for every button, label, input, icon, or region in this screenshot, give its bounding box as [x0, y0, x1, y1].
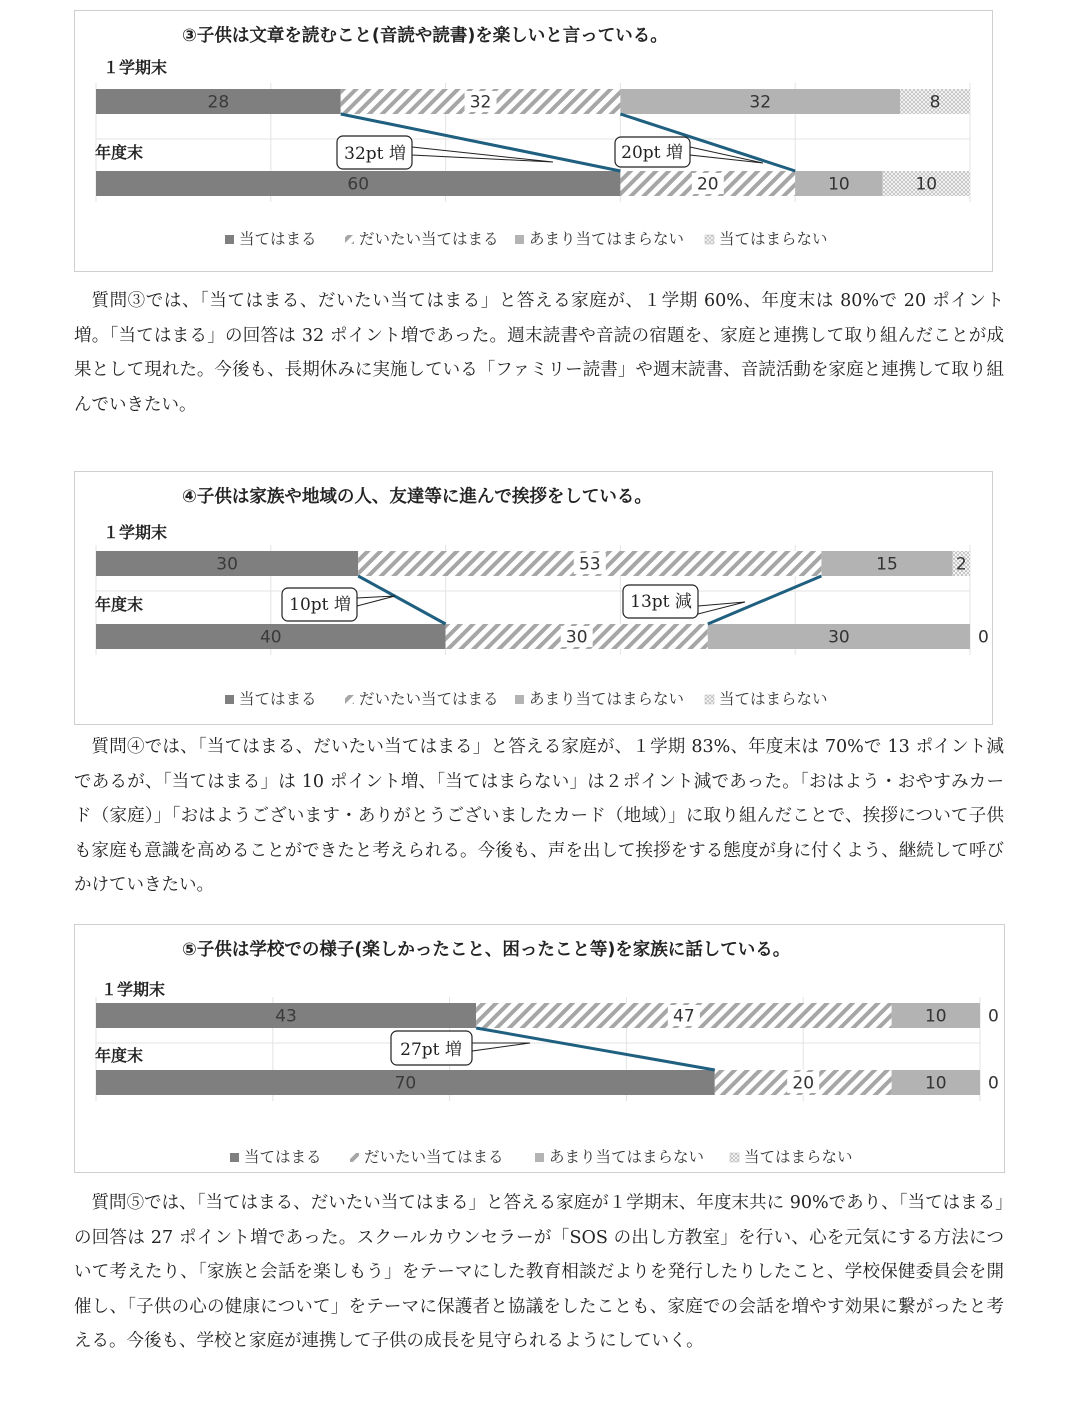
data-label: 20	[696, 174, 719, 195]
data-label: 10	[924, 1073, 947, 1094]
data-label: 10	[915, 174, 938, 195]
data-label: 40	[259, 627, 282, 648]
chart-q3	[74, 10, 993, 272]
callout	[391, 1031, 530, 1065]
data-label: 2	[955, 554, 967, 575]
legend-label: 当てはまらない	[719, 690, 828, 708]
legend-swatch	[535, 1153, 544, 1162]
callout-text: 13pt 減	[630, 592, 692, 612]
data-label: 32	[749, 92, 772, 113]
paragraph-q4	[74, 730, 1004, 903]
legend-label: 当てはまらない	[719, 230, 828, 248]
chart-q4-svg	[75, 472, 992, 724]
data-label: 32	[469, 92, 492, 113]
legend-label: あまり当てはまらない	[549, 1148, 705, 1166]
data-label: 0	[978, 627, 989, 648]
data-label: 60	[347, 174, 370, 195]
category-label: 年度末	[95, 595, 144, 614]
chart-q5	[74, 924, 1005, 1173]
paragraph-q4-text: 質問④では、「当てはまる、だいたい当てはまる」と答える家庭が、１学期 83%、年度末は 70%で 13 ポイント減であるが、「当てはまる」は 10 ポイント増、「当てはまらない」は２ポイント減であった。「おはよう・おやすみカード（家庭）」「おはようございます・ありがとうございましたカード（地域）」に取り組んだことで、挨拶について子供も家庭も意識を高めることができたと考えられる。今後も、声を出して挨拶をする態度が身に付くよう、継続して呼びかけていきたい。	[74, 737, 1004, 895]
callout-text: 27pt 増	[400, 1040, 462, 1060]
legend-label: だいたい当てはまる	[359, 690, 499, 708]
paragraph-q5-text: 質問⑤では、「当てはまる、だいたい当てはまる」と答える家庭が１学期末、年度末共に 90%であり、「当てはまる」の回答は 27 ポイント増であった。スクールカウンセラーが「SOS の出し方教室」を行い、心を元気にする方法について考えたり、「家族と会話を楽しもう」をテーマにした教育相談だよりを発行したりしたこと、学校保健委員会を開催し、「子供の心の健康について」をテーマに保護者と協議をしたことも、家庭での会話を増やす効果に繋がったと考える。今後も、学校と家庭が連携して子供の成長を見守られるようにしていく。	[74, 1193, 1004, 1351]
chart-q5-svg	[75, 925, 1004, 1172]
data-label: 28	[207, 92, 230, 113]
callout	[282, 588, 395, 621]
legend-swatch	[515, 235, 524, 244]
category-label: 年度末	[95, 143, 144, 162]
data-label: 10	[828, 174, 850, 195]
legend-label: 当てはまる	[244, 1148, 322, 1166]
data-label: 30	[216, 554, 238, 575]
data-label: 10	[924, 1006, 947, 1027]
category-label: 年度末	[95, 1046, 144, 1065]
legend-swatch	[345, 235, 354, 244]
callout-tail	[472, 1043, 530, 1051]
paragraph-q5	[74, 1186, 1004, 1359]
chart-title: ④子供は家族や地域の人、友達等に進んで挨拶をしている。	[182, 487, 652, 507]
data-label: 30	[565, 627, 588, 648]
chart-title: ③子供は文章を読むこと(音読や読書)を楽しいと言っている。	[182, 26, 668, 46]
chart-q4	[74, 471, 993, 725]
legend-swatch	[515, 695, 524, 704]
data-label: 0	[988, 1006, 999, 1027]
legend-swatch	[705, 695, 714, 704]
callout-text: 32pt 増	[344, 144, 406, 164]
legend-swatch	[705, 235, 714, 244]
data-label: 53	[578, 554, 601, 575]
legend-label: 当てはまる	[239, 690, 317, 708]
chart-q3-svg	[75, 11, 992, 271]
legend-swatch	[225, 235, 234, 244]
callout-tail	[412, 147, 553, 162]
data-label: 47	[673, 1006, 695, 1027]
legend-label: あまり当てはまらない	[529, 230, 685, 248]
category-label: １学期末	[101, 980, 166, 999]
paragraph-q3-text: 質問③では、「当てはまる、だいたい当てはまる」と答える家庭が、１学期 60%、年度末は 80%で 20 ポイント増。「当てはまる」の回答は 32 ポイント増であった。週末読書や音読の宿題を、家庭と連携して取り組んだことが成果として現れた。今後も、長期休みに実施している「ファミリー読書」や週末読書、音読活動を家庭と連携して取り組んでいきたい。	[74, 291, 1004, 415]
legend-swatch	[730, 1153, 739, 1162]
legend-swatch	[230, 1153, 239, 1162]
legend-label: だいたい当てはまる	[359, 230, 499, 248]
data-label: 8	[929, 92, 941, 113]
data-label: 43	[275, 1006, 297, 1027]
legend-swatch	[345, 695, 354, 704]
data-label: 70	[394, 1073, 417, 1094]
callout-text: 10pt 増	[289, 595, 351, 615]
legend-swatch	[225, 695, 234, 704]
callout	[623, 585, 745, 618]
data-label: 20	[792, 1073, 815, 1094]
data-label: 30	[828, 627, 850, 648]
connector-line	[708, 576, 822, 624]
legend-label: だいたい当てはまる	[364, 1148, 504, 1166]
connector-line	[476, 1028, 715, 1070]
data-label: 0	[988, 1073, 999, 1094]
callout	[337, 136, 553, 169]
legend-swatch	[350, 1153, 359, 1162]
data-label: 15	[876, 554, 898, 575]
callout-text: 20pt 増	[621, 143, 683, 163]
legend-label: 当てはまらない	[744, 1148, 853, 1166]
legend-label: 当てはまる	[239, 230, 317, 248]
callout-tail	[357, 596, 395, 606]
legend-label: あまり当てはまらない	[529, 690, 685, 708]
category-label: １学期末	[103, 523, 168, 542]
category-label: １学期末	[103, 58, 168, 77]
paragraph-q3	[74, 284, 1004, 422]
chart-title: ⑤子供は学校での様子(楽しかったこと、困ったこと等)を家族に話している。	[182, 940, 791, 960]
